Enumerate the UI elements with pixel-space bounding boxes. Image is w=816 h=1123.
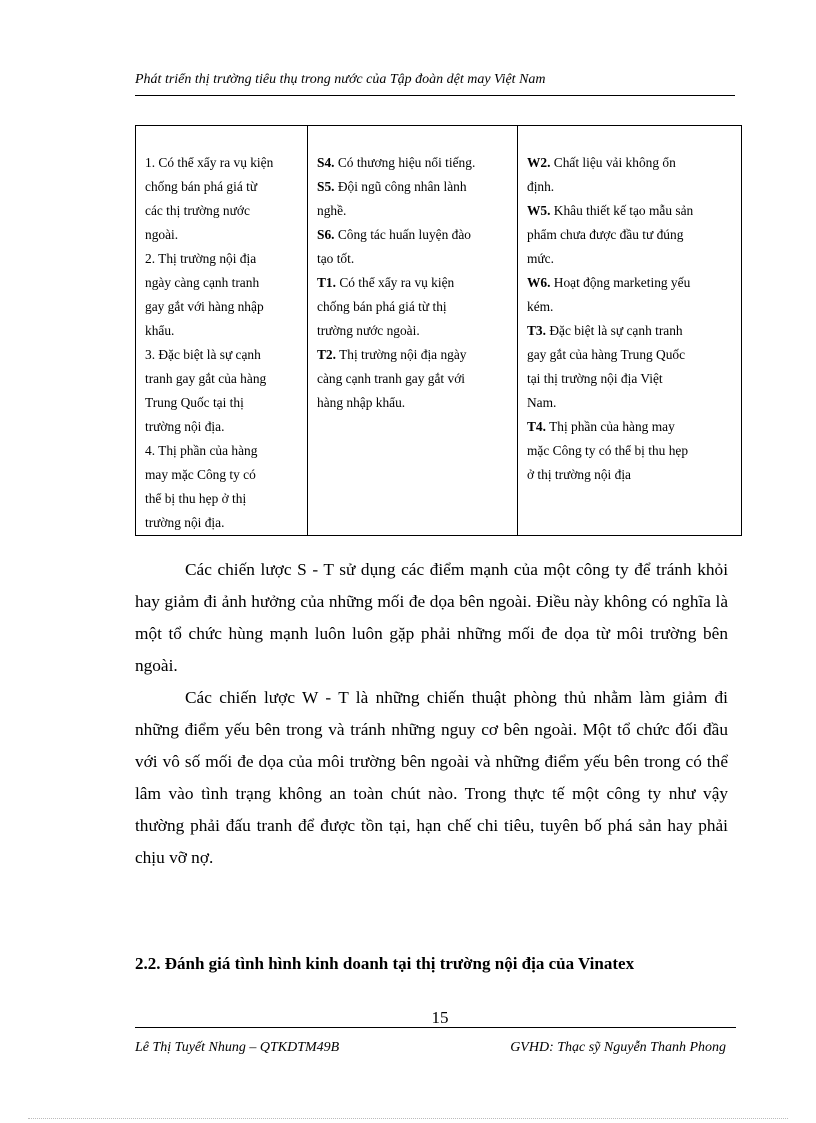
table-cell-line [145,151,301,175]
table-cell-line [145,223,301,247]
body-text [135,554,728,874]
item-text: trường nước ngoài. [317,323,420,338]
table-cell-line [317,367,511,391]
section-heading: 2.2. Đánh giá tình hình kinh doanh tại thị trường nội địa của Vinatex [135,954,635,973]
strength-threat-cell [308,126,518,536]
running-header: Phát triển thị trường tiêu thụ trong nước của Tập đoàn dệt may Việt Nam [135,72,546,87]
item-text: Hoạt động marketing yếu [550,275,691,290]
table-cell-line [527,415,735,439]
table-cell-line [317,223,511,247]
item-text: khẩu. [145,323,175,338]
table-cell-line [145,415,301,439]
table-cell-line [145,247,301,271]
item-text: 3. Đặc biệt là sự cạnh [145,347,261,362]
item-text: tranh gay gắt của hàng [145,371,267,386]
item-text: hàng nhập khẩu. [317,395,406,410]
item-code: W2. [527,155,551,170]
table-cell-line [527,295,735,319]
item-text: Công tác huấn luyện đào [334,227,471,242]
item-code: S6. [317,227,335,242]
item-text: mức. [527,251,554,266]
page-edge [28,1118,788,1119]
table-cell-line [527,175,735,199]
item-text: Thị phần của hàng may [545,419,675,434]
footer-divider [135,1027,736,1028]
item-text: tại thị trường nội địa Việt [527,371,663,386]
table-cell-line [527,439,735,463]
item-text: thể bị thu hẹp ở thị [145,491,247,506]
table-row [136,126,742,536]
item-code: T4. [527,419,546,434]
threats-cell [136,126,308,536]
item-text: ngày càng cạnh tranh [145,275,260,290]
table-cell-line [317,199,511,223]
table-cell-line [317,247,511,271]
table-cell-line [317,295,511,319]
item-text: gay gắt của hàng Trung Quốc [527,347,686,362]
table-cell-line [527,271,735,295]
table-cell-line [145,319,301,343]
item-code: T2. [317,347,336,362]
item-code: W6. [527,275,551,290]
footer-author: Lê Thị Tuyết Nhung – QTKDTM49B [135,1040,340,1055]
table-cell-line [145,271,301,295]
table-cell-line [527,319,735,343]
item-text: Khâu thiết kế tạo mẫu sản [550,203,694,218]
table-cell-line [527,391,735,415]
table-cell-line [527,463,735,487]
item-text: 2. Thị trường nội địa [145,251,257,266]
item-text: trường nội địa. [145,515,225,530]
item-text: Chất liệu vải không ổn [550,155,676,170]
item-text: Thị trường nội địa ngày [335,347,467,362]
item-text: gay gắt với hàng nhập [145,299,264,314]
item-text: 4. Thị phần của hàng [145,443,258,458]
table-cell-line [145,343,301,367]
item-text: Nam. [527,395,557,410]
table-cell-line [317,391,511,415]
page-number: 15 [431,1008,449,1027]
paragraph-wt-strategies: Các chiến lược W - T là những chiến thuật phòng thủ nhằm làm giảm đi những điểm yếu bên trong và tránh những nguy cơ bên ngoài. Một tổ chức đối đầu với vô số mối đe dọa của môi trường bên ngoài và những điểm yếu bên trong có thể lâm vào tình trạng không an toàn chút nào. Trong thực tế một công ty như vậy thường phải đấu tranh để được tồn tại, hạn chế chi tiêu, tuyên bố phá sản hay phải chịu vỡ nợ. [135,688,728,867]
item-code: T1. [317,275,336,290]
item-text: mặc Công ty có thể bị thu hẹp [527,443,689,458]
item-code: S5. [317,179,335,194]
paragraph-st-strategies: Các chiến lược S - T sử dụng các điểm mạnh của một công ty để tránh khỏi hay giảm đi ảnh hưởng của những mối đe dọa bên ngoài. Điều này không có nghĩa là một tổ chức hùng mạnh luôn luôn gặp phải những mối đe dọa từ môi trường bên ngoài. [135,560,728,675]
table-cell-line [145,487,301,511]
table-cell-line [317,175,511,199]
item-text: ngoài. [145,227,179,242]
item-text: Trung Quốc tại thị [145,395,244,410]
table-cell-line [145,391,301,415]
table-cell-line [145,511,301,535]
header-divider [135,95,735,96]
table-cell-line [145,439,301,463]
item-text: Có thương hiệu nổi tiếng. [334,155,476,170]
item-text: Đội ngũ công nhân lành [334,179,467,194]
item-code: T3. [527,323,546,338]
item-text: định. [527,179,555,194]
item-text: tạo tốt. [317,251,355,266]
item-text: phẩm chưa được đầu tư đúng [527,227,684,242]
footer-advisor: GVHD: Thạc sỹ Nguyễn Thanh Phong [510,1040,726,1055]
table-cell-line [145,199,301,223]
table-cell-line [317,151,511,175]
table-cell-line [527,199,735,223]
item-text: Có thể xẩy ra vụ kiện [335,275,455,290]
table-cell-line [145,295,301,319]
item-text: 1. Có thể xẩy ra vụ kiện [145,155,274,170]
table-cell-line [145,463,301,487]
table-cell-line [527,151,735,175]
table-cell-line [527,223,735,247]
item-text: Đặc biệt là sự cạnh tranh [545,323,683,338]
table-cell-line [527,343,735,367]
table-cell-line [317,271,511,295]
table-cell-line [145,175,301,199]
table-cell-line [145,367,301,391]
item-text: chống bán phá giá từ thị [317,299,447,314]
table-cell-line [317,343,511,367]
table-cell-line [317,319,511,343]
item-code: S4. [317,155,335,170]
table-cell-line [527,367,735,391]
table-cell-line [527,247,735,271]
weakness-threat-cell [518,126,742,536]
item-text: chống bán phá giá từ [145,179,258,194]
item-text: các thị trường nước [145,203,250,218]
item-text: trường nội địa. [145,419,225,434]
item-text: ở thị trường nội địa [527,467,631,482]
swot-table [135,125,742,536]
item-code: W5. [527,203,551,218]
item-text: nghề. [317,203,347,218]
item-text: càng cạnh tranh gay gắt với [317,371,465,386]
item-text: may mặc Công ty có [145,467,256,482]
item-text: kém. [527,299,554,314]
